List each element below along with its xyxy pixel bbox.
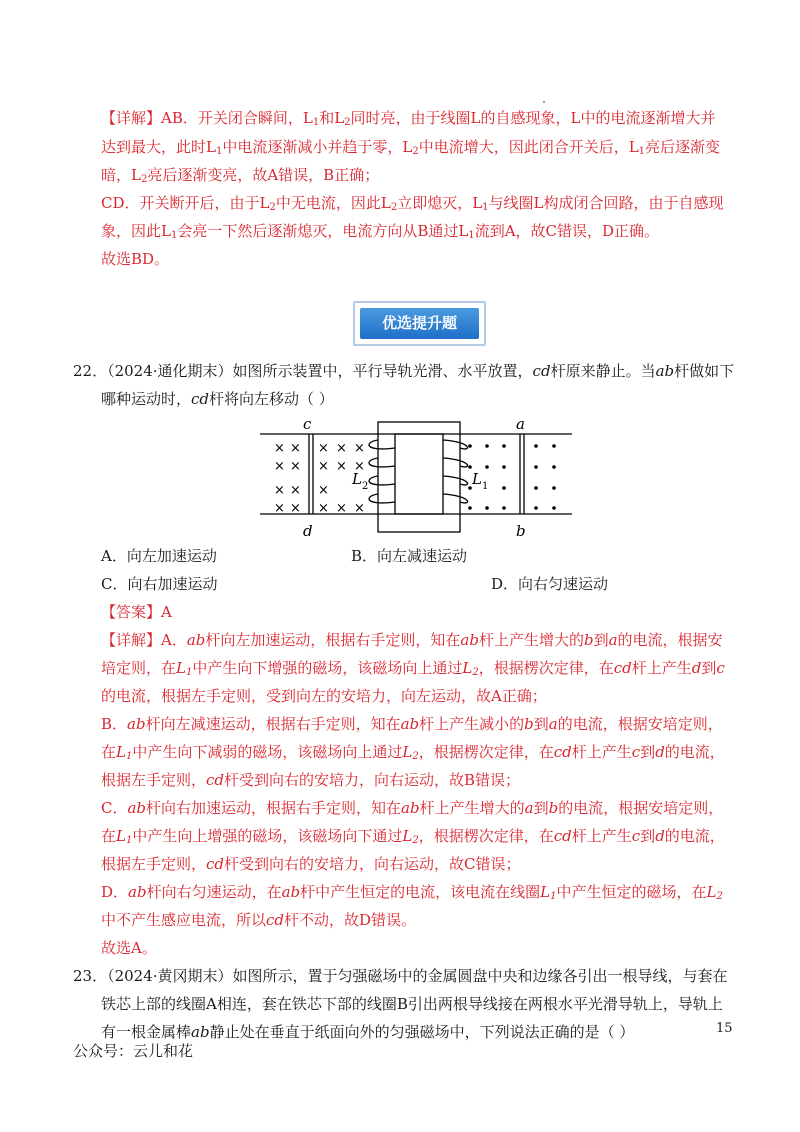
detail21-line3: 暗，$L_2$亮后逐渐变亮，故A错误，B正确； [101, 166, 380, 185]
q22-detail-b-line1: B．ab杆向左减速运动，根据右手定则，知在ab杆上产生减小的b到a的电流，根据安培定则， [101, 715, 723, 733]
label-c: c [303, 415, 312, 433]
svg-text:×: × [354, 441, 365, 456]
q22-detail-a-line2: 培定则，在$L_1$中产生向下增强的磁场，该磁场向上通过$L_2$，根据楞次定律，在cd杆上产生d到c [101, 659, 725, 678]
q22-option-c: C．向右加速运动 [101, 575, 218, 593]
label-d: d [303, 522, 313, 540]
q22-detail-c-line1: C．ab杆向右加速运动，根据右手定则，知在ab杆上产生增大的a到b的电流，根据安培定则， [101, 799, 724, 817]
svg-text:×: × [336, 501, 347, 516]
detail21-line6: 故选BD。 [101, 250, 170, 268]
q22-detail-a-line3: 的电流，根据左手定则，受到向左的安培力，向左运动，故A正确； [101, 687, 547, 705]
q22-detail-b-line2: 在$L_1$中产生向下减弱的磁场，该磁场向上通过$L_2$，根据楞次定律，在cd杆上产生c到d的电流， [101, 743, 725, 762]
svg-text:×: × [290, 459, 301, 474]
q22-detail-c-line3: 根据左手定则，cd杆受到向右的安培力，向右运动，故C错误； [101, 855, 521, 873]
label-L1-sub: 1 [482, 481, 489, 492]
svg-text:×: × [274, 483, 285, 498]
svg-text:×: × [274, 501, 285, 516]
q22-line1: 22．（2024·通化期末）如图所示装置中，平行导轨光滑、水平放置，cd杆原来静止。当ab杆做如下 [73, 362, 735, 380]
svg-text:×: × [318, 501, 329, 516]
q22-detail-d-line2: 中不产生感应电流，所以cd杆不动，故D错误。 [101, 911, 417, 929]
label-b: b [516, 522, 526, 540]
q22-option-b: B．向左减速运动 [351, 547, 468, 565]
detail21-line2: 达到最大，此时$L_1$中电流逐渐减小并趋于零，$L_2$中电流增大，因此闭合开关后，$L_1$亮后逐渐变 [101, 138, 721, 157]
label-L1: L [472, 470, 482, 488]
detail21-line5: 象，因此$L_1$会亮一下然后逐渐熄灭，电流方向从B通过$L_1$流到A，故C错误，D正确。 [101, 222, 660, 241]
section-banner-label: 优选提升题 [360, 308, 479, 339]
q22-detail-b-line3: 根据左手定则，cd杆受到向右的安培力，向右运动，故B错误； [101, 771, 521, 789]
iron-core-inner [395, 434, 443, 514]
q22-detail-d-line1: D．ab杆向右匀速运动，在ab杆中产生恒定的电流，该电流在线圈$L_1$中产生恒定的磁场，在$L_2$ [101, 883, 723, 902]
svg-text:×: × [318, 483, 329, 498]
svg-text:×: × [290, 483, 301, 498]
q22-answer: 【答案】A [101, 603, 172, 621]
label-L2: L [352, 470, 362, 488]
detail21-line4: CD．开关断开后，由于$L_2$中无电流，因此$L_2$立即熄灭，$L_1$与线圈L构成闭合回路，由于自感现 [101, 194, 724, 213]
footer-wechat: 公众号：云儿和花 [73, 1042, 194, 1060]
svg-text:×: × [318, 441, 329, 456]
q22-detail-a-line1: 【详解】A．ab杆向左加速运动，根据右手定则，知在ab杆上产生增大的b到a的电流，根据安 [101, 631, 723, 649]
q23-line2: 铁芯上部的线圈A相连，套在铁芯下部的线圈B引出两根导线接在两根水平光滑导轨上，导轨上 [101, 995, 723, 1013]
svg-text:×: × [318, 459, 329, 474]
coil-L2 [369, 440, 395, 503]
q22-figure [258, 412, 574, 542]
q22-option-a: A．向左加速运动 [101, 547, 217, 565]
q22-choose: 故选A。 [101, 939, 157, 957]
q22-option-d: D．向右匀速运动 [491, 575, 609, 593]
svg-text:×: × [290, 441, 301, 456]
page-number: 15 [716, 1021, 733, 1036]
svg-text:×: × [274, 459, 285, 474]
svg-text:×: × [290, 501, 301, 516]
svg-text:×: × [336, 459, 347, 474]
svg-text:×: × [274, 441, 285, 456]
label-a: a [516, 415, 525, 433]
svg-text:×: × [336, 441, 347, 456]
q22-detail-c-line2: 在$L_1$中产生向上增强的磁场，该磁场向下通过$L_2$，根据楞次定律，在cd杆上产生c到d的电流， [101, 827, 725, 846]
q23-line3: 有一根金属棒ab静止处在垂直于纸面向外的匀强磁场中，下列说法正确的是（ ） [101, 1023, 635, 1041]
svg-text:×: × [354, 501, 365, 516]
svg-text:×: × [354, 459, 365, 474]
label-L2-sub: 2 [362, 481, 369, 492]
section-banner [353, 301, 486, 346]
coil-L1 [443, 440, 468, 503]
q22-line2: 哪种运动时，cd杆将向左移动（ ） [101, 390, 334, 408]
stray-mark [543, 101, 545, 103]
detail21-line1: 【详解】AB．开关闭合瞬间，$L_1$和$L_2$同时亮，由于线圈L的自感现象，L中的电流逐渐增大并 [101, 109, 716, 128]
q23-line1: 23．（2024·黄冈期末）如图所示，置于匀强磁场中的金属圆盘中央和边缘各引出一根导线，与套在 [73, 967, 728, 985]
